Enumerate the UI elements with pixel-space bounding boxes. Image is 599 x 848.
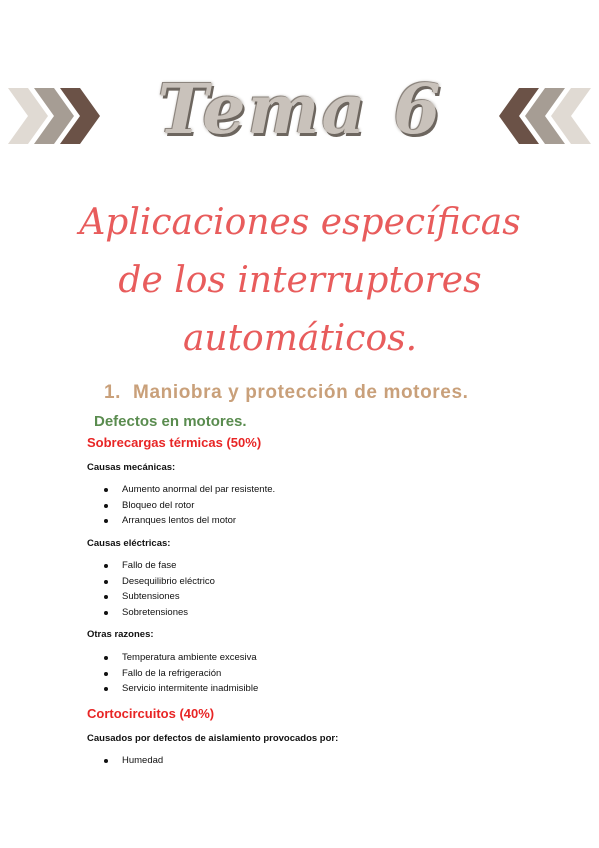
chevron-left-icon [499,88,591,144]
bullet-icon [104,488,108,492]
subsection-heading: Defectos en motores. [94,413,247,430]
list-item: Sobretensiones [104,605,215,621]
bullet-icon [104,580,108,584]
group-label: Causados por defectos de aislamiento provocados por: [87,733,339,744]
page-title: Tema 6 [157,70,443,150]
document-subtitle [60,194,540,368]
list-item: Humedad [104,753,163,769]
list-item: Temperatura ambiente excesiva [104,650,258,666]
bullet-icon [104,595,108,599]
list-item: Bloqueo del rotor [104,498,275,514]
list-item: Aumento anormal del par resistente. [104,482,275,498]
list-item: Fallo de la refrigeración [104,666,258,682]
bullet-icon [104,564,108,568]
list-item: Fallo de fase [104,558,215,574]
list-item: Arranques lentos del motor [104,513,275,529]
bullet-icon [104,519,108,523]
bullet-icon [104,672,108,676]
causas-electricas-list [104,558,215,620]
section-heading [104,382,469,404]
causas-mecanicas-list [104,482,275,529]
list-item: Desequilibrio eléctrico [104,574,215,590]
subtitle-line: Aplicaciones específicas [79,202,521,243]
subtitle-line: de los interruptores [118,260,482,301]
bullet-icon [104,656,108,660]
section-title: Maniobra y protección de motores. [133,382,469,403]
bullet-icon [104,759,108,763]
group-label: Causas eléctricas: [87,538,171,549]
group-label: Otras razones: [87,629,154,640]
sobrecargas-heading: Sobrecargas térmicas (50%) [87,435,262,450]
list-item: Servicio intermitente inadmisible [104,681,258,697]
section-number: 1. [104,382,122,403]
cortocircuitos-heading: Cortocircuitos (40%) [87,706,215,721]
bullet-icon [104,687,108,691]
cortocircuitos-list [104,753,163,769]
list-item: Subtensiones [104,589,215,605]
bullet-icon [104,611,108,615]
bullet-icon [104,504,108,508]
chevron-right-icon [8,88,100,144]
subtitle-line: automáticos. [182,318,418,359]
group-label: Causas mecánicas: [87,462,176,473]
otras-razones-list [104,650,258,697]
